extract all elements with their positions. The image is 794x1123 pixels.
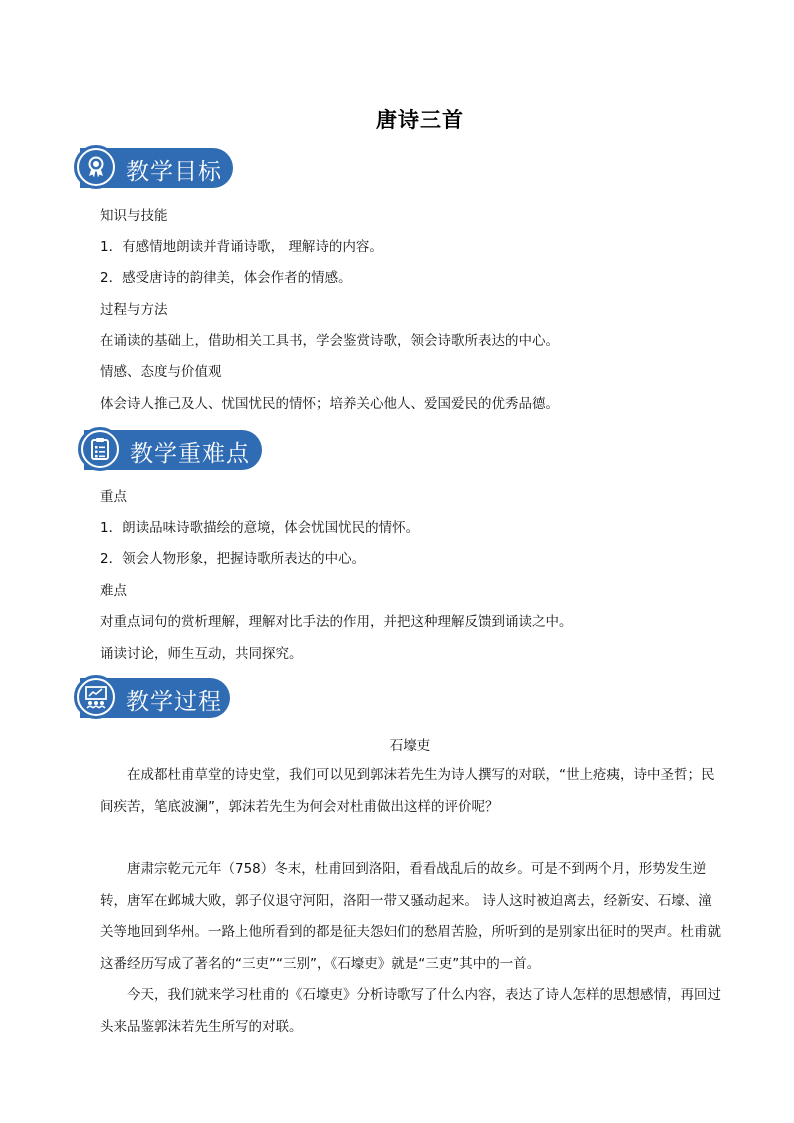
key-points-line: 对重点词句的赏析理解，理解对比手法的作用，并把这种理解反馈到诵读之中。 <box>100 614 573 630</box>
section-banner-process <box>80 678 230 718</box>
section-heading-process: 教学过程 <box>126 689 222 715</box>
objectives-line: 体会诗人推己及人、忧国忧民的情怀；培养关心他人、爱国爱民的优秀品德。 <box>100 396 559 412</box>
section-banner-key-points <box>84 430 262 470</box>
clipboard-checklist-icon <box>78 427 122 471</box>
objectives-line: 2．感受唐诗的韵律美，体会作者的情感。 <box>100 270 352 286</box>
section-heading-key-points: 教学重难点 <box>130 441 250 467</box>
key-points-line: 2．领会人物形象，把握诗歌所表达的中心。 <box>100 551 366 567</box>
process-paragraph: 唐肃宗乾元元年（758）冬末，杜甫回到洛阳，看看战乱后的故乡。可是不到两个月，形势发生逆转，唐军在邺城大败，郭子仪退守河阳，洛阳一带又骚动起来。 诗人这时被迫离去，经新安、石壕、潼关等地回到华州。一路上他所看到的都是征夫怨妇们的愁眉苦脸，所听到的是别家出征时的哭声。杜甫就这番经历写成了著名的“三吏”“三别”，《石壕吏》就是“三吏”其中的一首。 <box>100 861 721 972</box>
presentation-chart-icon <box>74 675 118 719</box>
poem-subtitle: 石壕吏 <box>389 738 431 754</box>
document-title: 唐诗三首 <box>376 107 464 132</box>
key-points-line: 重点 <box>100 489 127 505</box>
objectives-line: 情感、态度与价值观 <box>100 364 222 380</box>
objectives-line: 在诵读的基础上，借助相关工具书，学会鉴赏诗歌，领会诗歌所表达的中心。 <box>100 333 559 349</box>
award-ribbon-icon <box>74 145 118 189</box>
objectives-line: 1．有感情地朗读并背诵诗歌， 理解诗的内容。 <box>100 239 383 255</box>
process-paragraph: 今天，我们就来学习杜甫的《石壕吏》分析诗歌写了什么内容，表达了诗人怎样的思想感情，再回过头来品鉴郭沫若先生所写的对联。 <box>100 987 721 1035</box>
key-points-line: 1．朗读品味诗歌描绘的意境，体会忧国忧民的情怀。 <box>100 520 420 536</box>
key-points-line: 难点 <box>100 583 127 599</box>
objectives-line: 过程与方法 <box>100 302 168 318</box>
key-points-line: 诵读讨论，师生互动，共同探究。 <box>100 646 303 662</box>
process-paragraph: 在成都杜甫草堂的诗史堂，我们可以见到郭沫若先生为诗人撰写的对联，“世上疮痍，诗中圣哲；民间疾苦，笔底波澜”，郭沫若先生为何会对杜甫做出这样的评价呢？ <box>100 767 715 815</box>
section-heading-objectives: 教学目标 <box>126 159 222 185</box>
objectives-line: 知识与技能 <box>100 208 168 224</box>
section-banner-objectives <box>80 148 233 188</box>
